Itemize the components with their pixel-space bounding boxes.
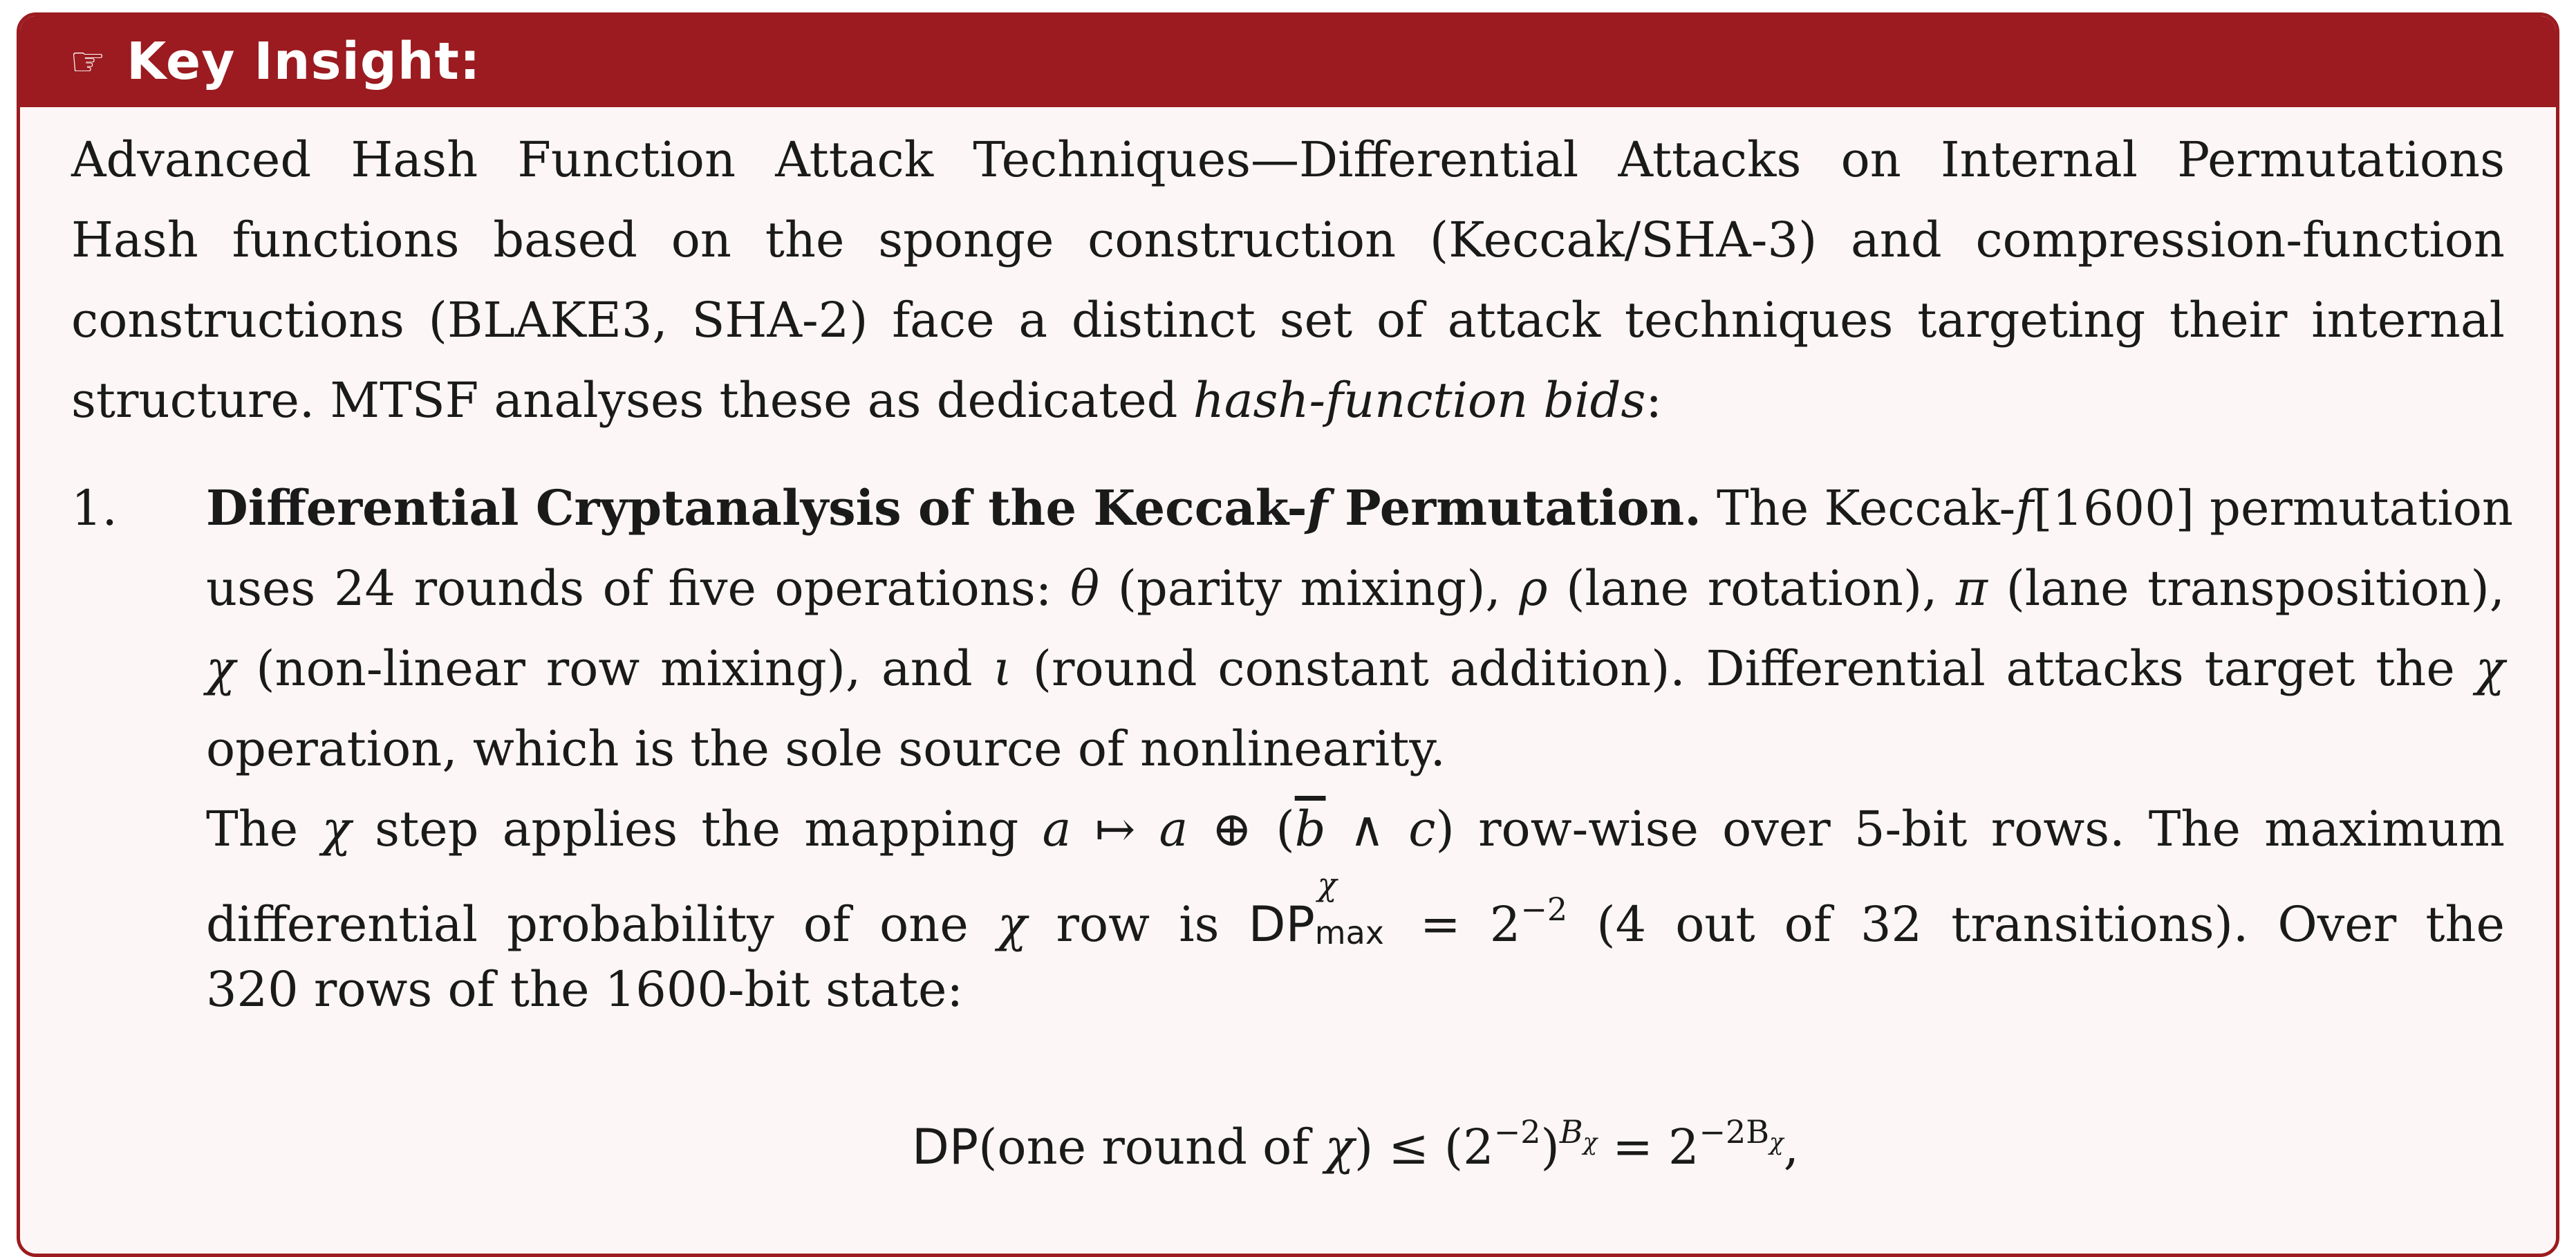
pointing-hand-icon: ☞	[70, 38, 106, 85]
item-line-5: The χ step applies the mapping a ↦ a ⊕ ($\overline{b}$ ∧ c) row-wise over 5-bit rows. The maximum	[206, 801, 2505, 857]
key-insight-box	[17, 12, 2559, 1257]
item-number: 1.	[71, 480, 118, 537]
item-line-7: 320 rows of the 1600-bit state:	[206, 961, 964, 1018]
box-body	[71, 120, 2513, 1175]
box-title: Key Insight:	[127, 32, 481, 91]
item-line-3: χ (non-linear row mixing), and ι (round constant addition). Differential attacks target the χ	[206, 640, 2505, 697]
display-equation: DP(one round of $\chi) \le (2^{-2})^{B\chi} = 2^{-2B\chi}$,	[912, 1113, 1799, 1175]
intro-line-3: constructions (BLAKE3, SHA-2) face a distinct set of attack techniques targeting their internal	[71, 292, 2505, 348]
item-line-4: operation, which is the sole source of nonlinearity.	[206, 720, 1446, 777]
dp-max-script: χ max	[1314, 866, 1385, 951]
intro-line-2: Hash functions based on the sponge construction (Keccak/SHA-3) and compression-function	[71, 212, 2505, 268]
item-line-1: Differential Cryptanalysis of the Keccak-f Permutation. The Keccak-f[1600] permutation	[206, 479, 2513, 537]
intro-line-4: structure. MTSF analyses these as dedicated hash-function bids:	[71, 372, 1662, 429]
emphasis-text: hash-function bids	[1193, 372, 1646, 429]
list-item	[71, 468, 2513, 1030]
item-body	[206, 468, 2513, 1030]
box-header	[20, 16, 2556, 107]
intro-line-1: Advanced Hash Function Attack Techniques—Differential Attacks on Internal Permutations	[71, 131, 2505, 188]
item-title: Differential Cryptanalysis of the Keccak-f Permutation.	[206, 479, 1701, 537]
item-line-2: uses 24 rounds of five operations: θ (parity mixing), ρ (lane rotation), π (lane transposition),	[206, 560, 2505, 617]
item-line-6: differential probability of one χ row is DP χ max = $2^{-2}$ (4 out of 32 transitions). Over the	[206, 866, 2505, 953]
